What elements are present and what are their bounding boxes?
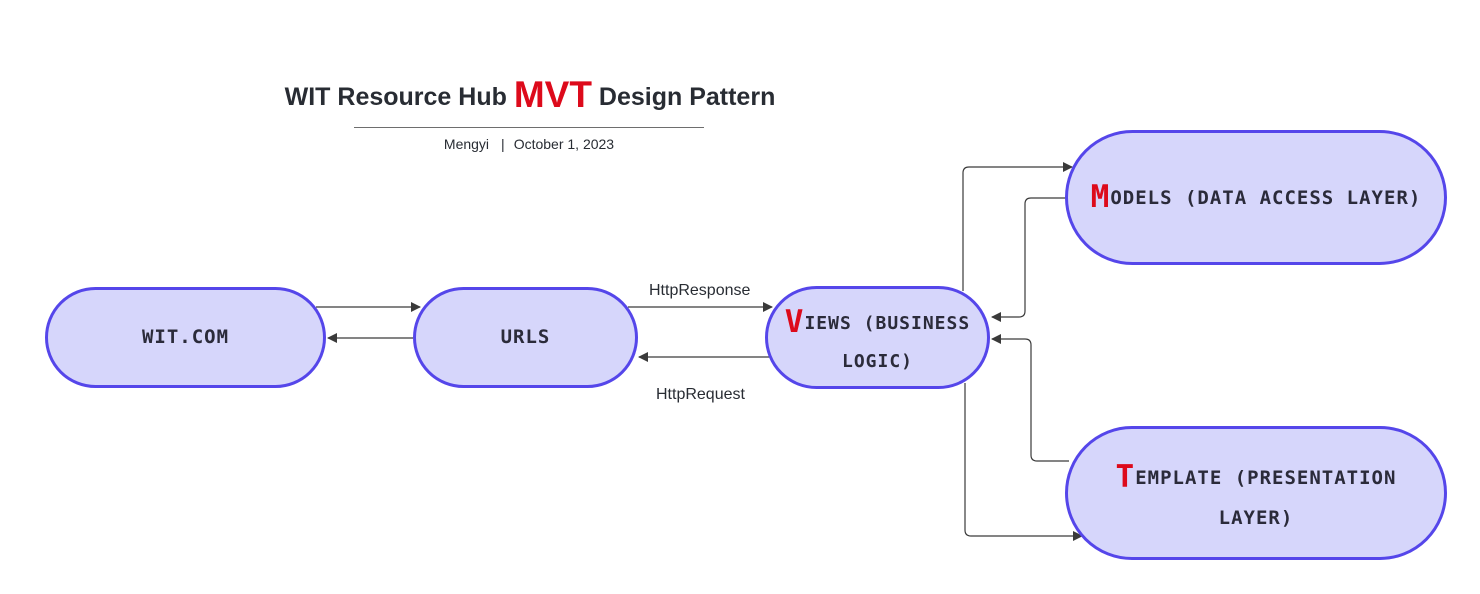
node-views: [765, 286, 990, 389]
node-models-initial: M: [1090, 178, 1111, 215]
http-response-label: HttpResponse: [649, 282, 751, 299]
byline-separator: |: [501, 136, 505, 152]
node-urls-label: URLS: [500, 326, 551, 349]
node-views-text: [774, 298, 981, 376]
node-wit-com-label: WIT.COM: [141, 326, 230, 349]
node-template-initial: T: [1115, 459, 1136, 495]
edge-models-to-views: [992, 198, 1066, 317]
edge-views-to-models: [963, 167, 1072, 291]
byline-author: Mengyi: [443, 136, 490, 152]
node-views-initial: V: [784, 304, 805, 341]
node-template-label: EMPLATE (PRESENTATION LAYER): [1135, 467, 1397, 529]
node-models: [1065, 130, 1447, 265]
http-request-label: HttpRequest: [656, 386, 745, 403]
node-template-text: [1084, 453, 1428, 533]
node-wit-com: [45, 287, 326, 388]
node-urls: [413, 287, 638, 388]
node-views-label: IEWS (BUSINESS LOGIC): [804, 313, 971, 372]
byline-date: October 1, 2023: [513, 136, 615, 152]
title-prefix: WIT Resource Hub: [284, 83, 507, 111]
title-accent: MVT: [513, 74, 592, 115]
node-template: [1065, 426, 1447, 560]
edge-template-to-views: [992, 339, 1069, 461]
edge-views-to-template: [965, 383, 1082, 536]
node-models-text: [1091, 173, 1422, 223]
title-suffix: Design Pattern: [598, 83, 776, 111]
node-models-label: ODELS (DATA ACCESS LAYER): [1110, 186, 1422, 209]
